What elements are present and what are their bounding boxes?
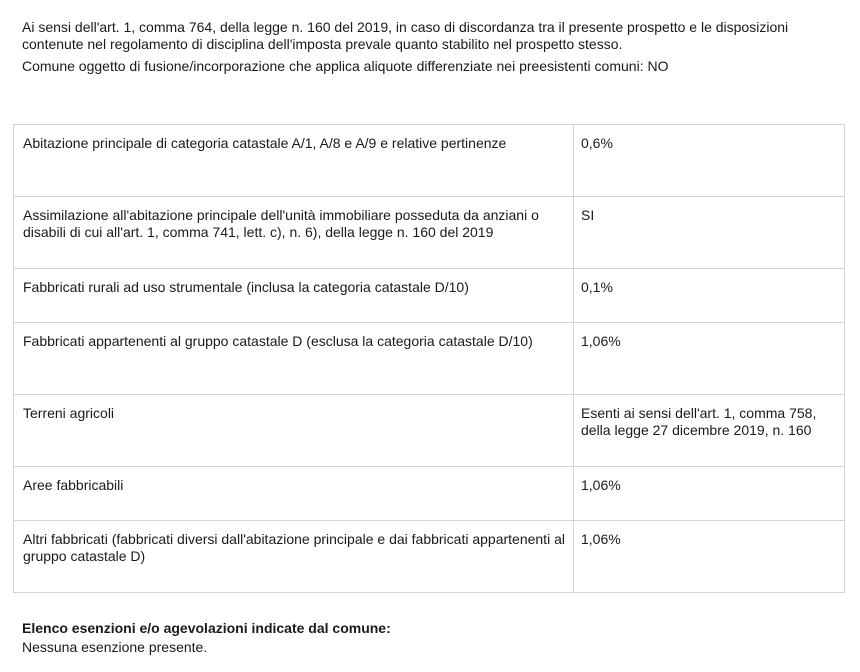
table-row — [14, 521, 845, 593]
row-label: Aree fabbricabili — [14, 467, 574, 521]
row-value: SI — [574, 197, 845, 269]
row-label: Fabbricati rurali ad uso strumentale (inclusa la categoria catastale D/10) — [14, 269, 574, 323]
exemptions-title: Elenco esenzioni e/o agevolazioni indicate dal comune: — [22, 620, 391, 636]
row-label: Altri fabbricati (fabbricati diversi dall'abitazione principale e dai fabbricati appartenenti al gruppo catastale D) — [14, 521, 574, 593]
table-row — [14, 269, 845, 323]
table-row — [14, 467, 845, 521]
intro-section — [22, 19, 842, 75]
row-value: 1,06% — [574, 323, 845, 395]
row-label: Terreni agricoli — [14, 395, 574, 467]
rates-table — [13, 124, 845, 593]
table-row — [14, 395, 845, 467]
exemptions-section — [22, 620, 842, 656]
row-value: 0,6% — [574, 125, 845, 197]
table-row — [14, 323, 845, 395]
row-label: Abitazione principale di categoria catastale A/1, A/8 e A/9 e relative pertinenze — [14, 125, 574, 197]
table-row — [14, 197, 845, 269]
row-label: Assimilazione all'abitazione principale dell'unità immobiliare posseduta da anziani o disabili di cui all'art. 1, comma 741, lett. c), n. 6), della legge n. 160 del 2019 — [14, 197, 574, 269]
row-value: 1,06% — [574, 521, 845, 593]
row-value: Esenti ai sensi dell'art. 1, comma 758, della legge 27 dicembre 2019, n. 160 — [574, 395, 845, 467]
row-value: 0,1% — [574, 269, 845, 323]
table-row — [14, 125, 845, 197]
exemptions-text: Nessuna esenzione presente. — [22, 639, 208, 655]
legal-notice-paragraph: Ai sensi dell'art. 1, comma 764, della legge n. 160 del 2019, in caso di discordanza tra il presente prospetto e le disposizioni contenute nel regolamento di disciplina dell'imposta prevale quanto stabilito nel prospetto stesso. — [22, 19, 789, 52]
row-value: 1,06% — [574, 467, 845, 521]
merger-status-paragraph: Comune oggetto di fusione/incorporazione che applica aliquote differenziate nei preesistenti comuni: NO — [22, 58, 669, 74]
row-label: Fabbricati appartenenti al gruppo catastale D (esclusa la categoria catastale D/10) — [14, 323, 574, 395]
